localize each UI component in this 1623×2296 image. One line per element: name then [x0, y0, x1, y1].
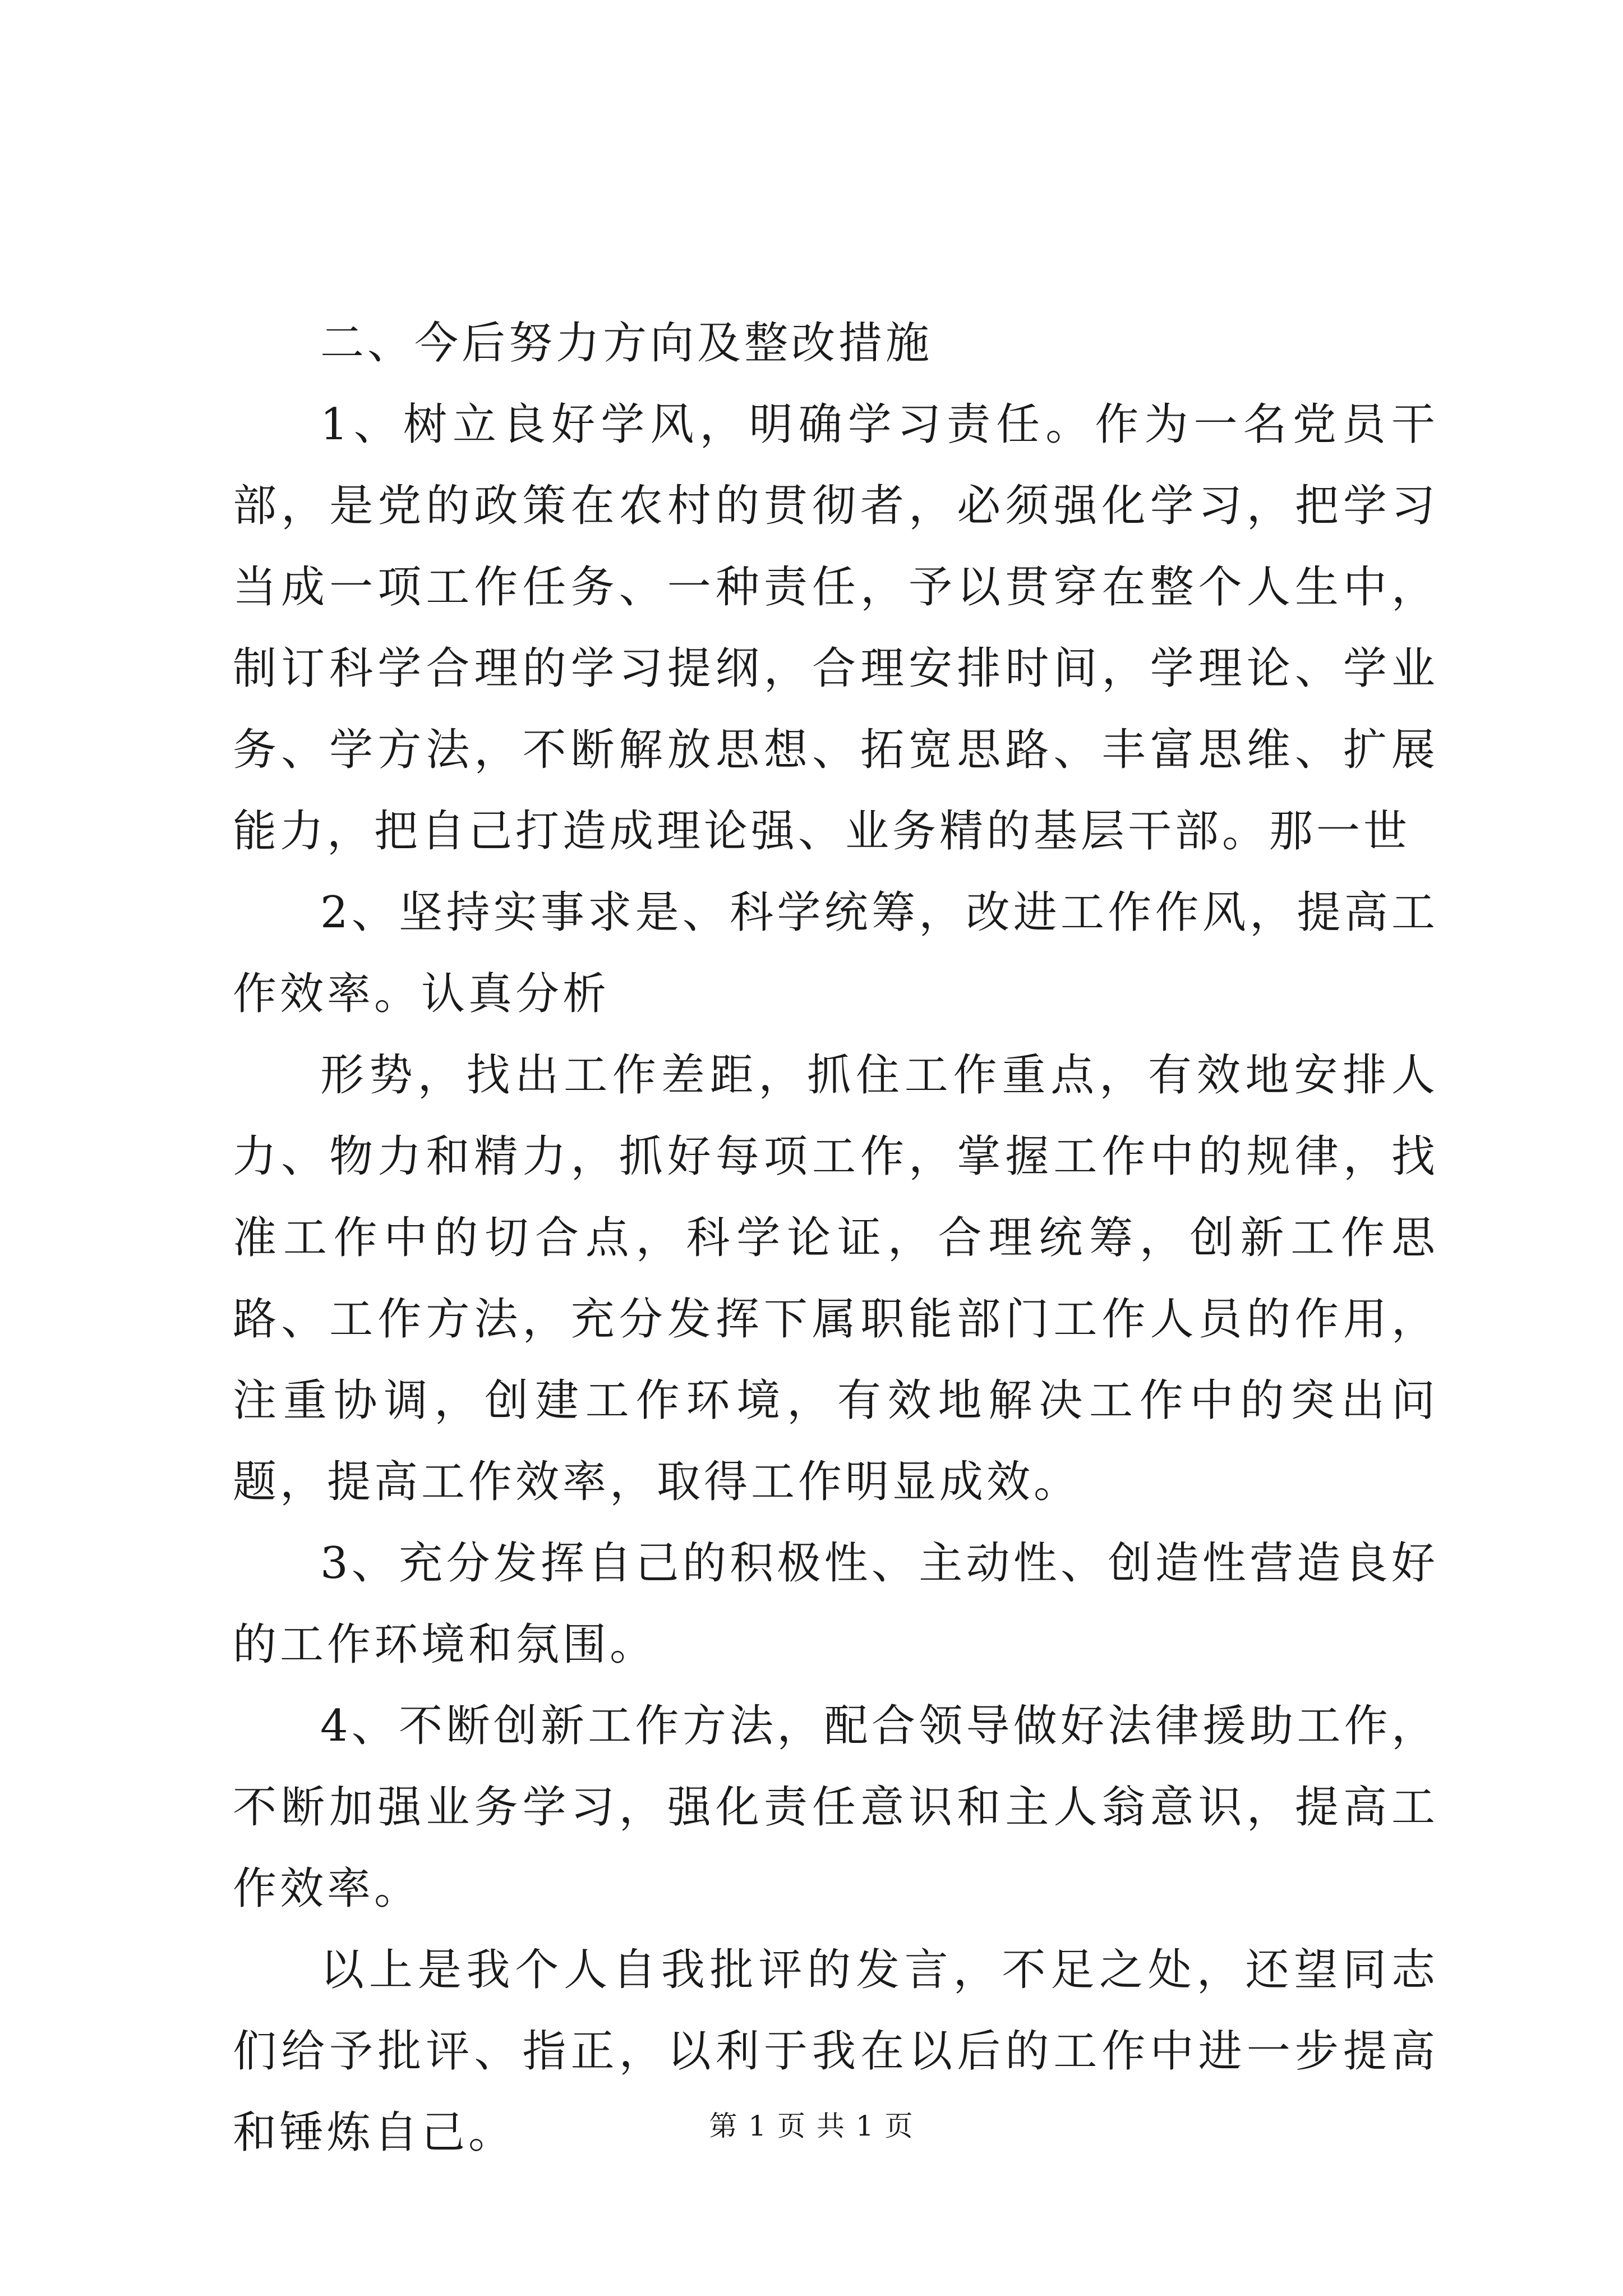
paragraph-1: 1、树立良好学风，明确学习责任。作为一名党员干部，是党的政策在农村的贯彻者，必须强化学习，把学习当成一项工作任务、一种责任，予以贯穿在整个人生中，制订科学合理的学习提纲，合理安排时间，学理论、学业务、学方法，不断解放思想、拓宽思路、丰富思维、扩展能力，把自己打造成理论强、业务精的基层干部。那一世: [233, 399, 1438, 857]
page-number-footer: 第 1 页 共 1 页: [709, 2110, 914, 2142]
paragraph-4: 3、充分发挥自己的积极性、主动性、创造性营造良好的工作环境和氛围。: [233, 1538, 1438, 1670]
paragraph-3: 形势，找出工作差距，抓住工作重点，有效地安排人力、物力和精力，抓好每项工作，掌握工作中的规律，找准工作中的切合点，科学论证，合理统筹，创新工作思路、工作方法，充分发挥下属职能部门工作人员的作用，注重协调，创建工作环境，有效地解决工作中的突出问题，提高工作效率，取得工作明显成效。: [233, 1050, 1438, 1507]
section-heading: 二、今后努力方向及整改措施: [320, 318, 933, 369]
document-body: [233, 303, 1438, 2174]
paragraph-2: 2、坚持实事求是、科学统筹，改进工作作风，提高工作效率。认真分析: [233, 887, 1438, 1019]
paragraph-6: 以上是我个人自我批评的发言，不足之处，还望同志们给予批评、指正，以利于我在以后的工作中进一步提高和锤炼自己。: [233, 1945, 1438, 2158]
paragraph-5: 4、不断创新工作方法，配合领导做好法律援助工作，不断加强业务学习，强化责任意识和主人翁意识，提高工作效率。: [233, 1701, 1438, 1914]
